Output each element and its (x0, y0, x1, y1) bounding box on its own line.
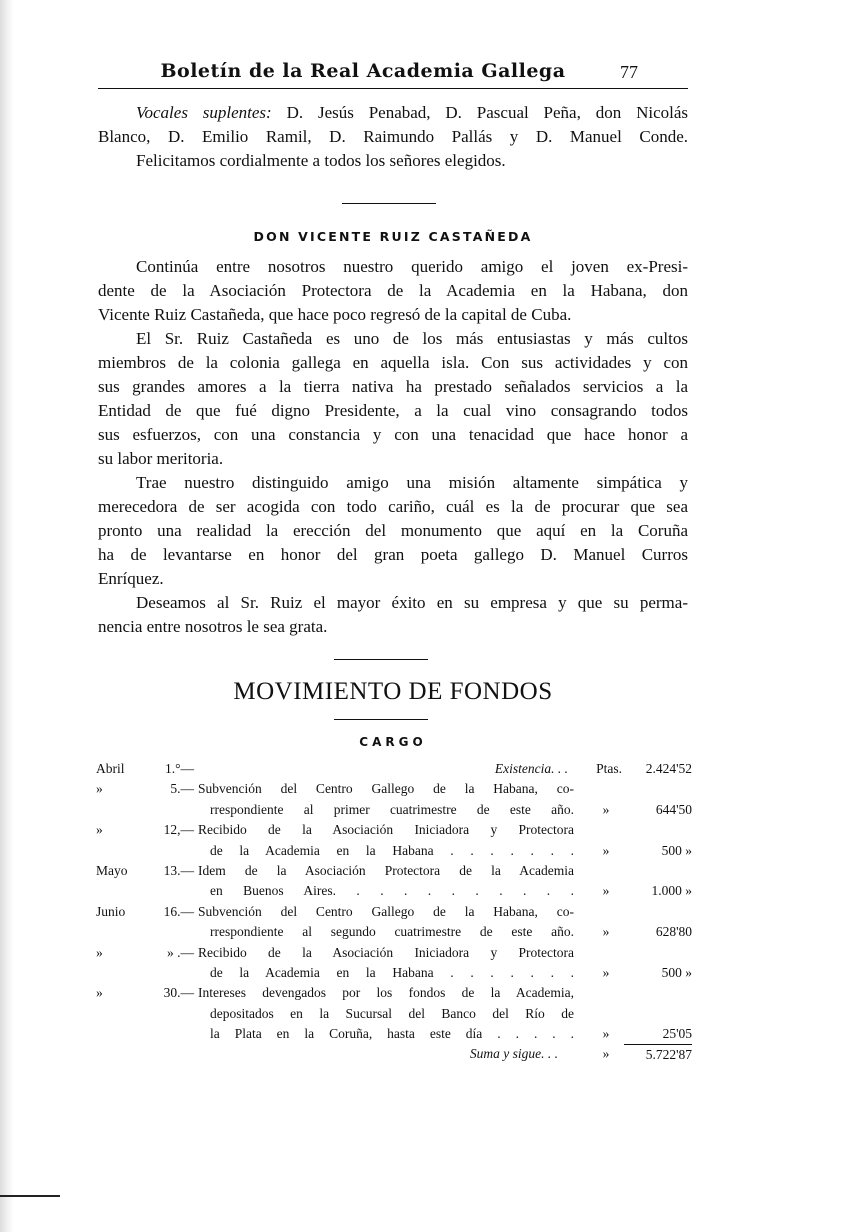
day-cell: 5.— (170, 781, 194, 797)
description-cell: de la Academia en la Habana . . . . . . . (210, 842, 574, 858)
description-cell: rrespondiente al primer cuatrimestre de este año. (210, 801, 574, 817)
text-line: El Sr. Ruiz Castañeda es uno de los más entusiastas y más cultos (136, 329, 688, 348)
text-line: sus esfuerzos, con una constancia y con una tenacidad que hace honor a (98, 425, 688, 444)
day-cell: » .— (167, 944, 194, 960)
amount-cell: 5.722'87 (624, 1044, 692, 1065)
divider (334, 719, 428, 720)
divider (342, 203, 436, 204)
table-row (96, 1004, 696, 1024)
month-cell: Mayo (96, 862, 128, 878)
scan-corner-mark (0, 1195, 60, 1227)
ditto-mark: » (602, 964, 610, 980)
description-cell: rrespondiente al segundo cuatrimestre de este año. (210, 924, 574, 940)
description-cell: Suma y sigue. . . (469, 1046, 558, 1062)
description-cell: Idem de la Asociación Protectora de la Academia (198, 862, 574, 878)
description-cell: Recibido de la Asociación Iniciadora y Protectora (198, 944, 574, 960)
description-cell: Recibido de la Asociación Iniciadora y Protectora (198, 822, 574, 838)
text-line: Felicitamos cordialmente a todos los señores elegidos. (136, 151, 506, 170)
table-row (96, 983, 696, 1003)
description-cell: depositados en la Sucursal del Banco del Río de (210, 1005, 574, 1021)
description-cell: la Plata en la Coruña, hasta este día . . . . . (210, 1026, 574, 1042)
intro-text (98, 101, 688, 173)
amount-cell: 500 » (661, 842, 692, 858)
text-line: Entidad de que fué digno Presidente, a la cual vino consagrando todos (98, 401, 688, 420)
table-row (96, 943, 696, 963)
table-row (96, 902, 696, 922)
table-subtitle: CARGO (359, 735, 427, 749)
amount-cell: 628'80 (655, 924, 692, 940)
page-number: 77 (620, 62, 638, 82)
day-cell: 12,— (163, 822, 194, 838)
description-cell: Subvención del Centro Gallego de la Habana, co- (198, 781, 574, 797)
section-title: MOVIMIENTO DE FONDOS (233, 678, 553, 705)
table-row (96, 800, 696, 820)
table-row (96, 820, 696, 840)
text-line: Blanco, D. Emilio Ramil, D. Raimundo Pallás y D. Manuel Conde. (98, 127, 688, 146)
day-cell: 13.— (163, 862, 194, 878)
description-cell: en Buenos Aires. . . . . . . . . . . (210, 883, 574, 899)
text-line: Deseamos al Sr. Ruiz el mayor éxito en su empresa y que su perma- (136, 593, 688, 612)
text-line: miembros de la colonia gallega en aquella isla. Con sus actividades y con (98, 353, 688, 372)
amount-cell: 500 » (661, 964, 692, 980)
text-line: merecedora de ser acogida con todo cariño, cuál es la de procurar que sea (98, 497, 688, 516)
text-line: su labor meritoria. (98, 449, 224, 468)
month-cell: » (96, 944, 103, 960)
article-body (98, 255, 688, 639)
text-line: pronto una realidad la erección del monumento que aquí en la Coruña (98, 521, 688, 540)
text-line: Continúa entre nosotros nuestro querido amigo el joven ex-Presi- (136, 257, 688, 276)
month-cell: » (96, 985, 103, 1001)
text-line: nencia entre nosotros le sea grata. (98, 617, 328, 636)
table-row (96, 861, 696, 881)
table-row (96, 759, 696, 779)
ditto-mark: » (602, 1026, 610, 1042)
description-cell: Existencia. . . (494, 761, 568, 776)
table-row (96, 841, 696, 861)
description-cell: Subvención del Centro Gallego de la Habana, co- (198, 903, 574, 919)
divider (334, 659, 428, 660)
month-cell: » (96, 781, 103, 797)
table-row (96, 1024, 696, 1044)
ditto-mark: » (602, 924, 610, 940)
text-line: Vocales suplentes: D. Jesús Penabad, D. Pascual Peña, don Nicolás (136, 103, 688, 122)
ditto-mark: » (602, 1046, 610, 1062)
amount-cell: 1.000 » (651, 883, 692, 899)
text-line: Enríquez. (98, 569, 164, 588)
text-line: dente de la Asociación Protectora de la Academia en la Habana, don (98, 281, 688, 300)
section-heading: DON VICENTE RUIZ CASTAÑEDA (253, 229, 533, 244)
day-cell: 1.°— (164, 761, 194, 776)
ditto-mark: » (602, 801, 610, 817)
funds-table (96, 759, 696, 1065)
table-row (96, 881, 696, 901)
table-row (96, 963, 696, 983)
month-cell: Junio (96, 903, 126, 919)
table-row (96, 1044, 696, 1064)
amount-cell: 644'50 (655, 801, 692, 817)
table-row (96, 779, 696, 799)
ditto-mark: » (602, 883, 610, 899)
journal-title: Boletín de la Real Academia Gallega (160, 60, 566, 82)
text-line: sus grandes amores a la tierra nativa ha prestado señalados servicios a la (98, 377, 688, 396)
day-cell: 30.— (163, 985, 194, 1001)
table-row (96, 922, 696, 942)
text-line: Vicente Ruiz Castañeda, que hace poco regresó de la capital de Cuba. (98, 305, 572, 324)
ditto-mark: » (602, 842, 610, 858)
currency-cell: Ptas. (596, 761, 622, 776)
day-cell: 16.— (163, 903, 194, 919)
amount-cell: 25'05 (662, 1026, 692, 1042)
text-line: Trae nuestro distinguido amigo una misión altamente simpática y (136, 473, 688, 492)
text-line: ha de levantarse en honor del gran poeta gallego D. Manuel Curros (98, 545, 688, 564)
month-cell: » (96, 822, 103, 838)
description-cell: de la Academia en la Habana . . . . . . . (210, 964, 574, 980)
month-cell: Abril (96, 761, 125, 776)
amount-cell: 2.424'52 (645, 761, 692, 776)
description-cell: Intereses devengados por los fondos de la Academia, (198, 985, 574, 1001)
running-header (98, 60, 688, 89)
italic-label: Vocales suplentes: (136, 103, 272, 122)
scan-binding-edge (0, 0, 14, 1232)
